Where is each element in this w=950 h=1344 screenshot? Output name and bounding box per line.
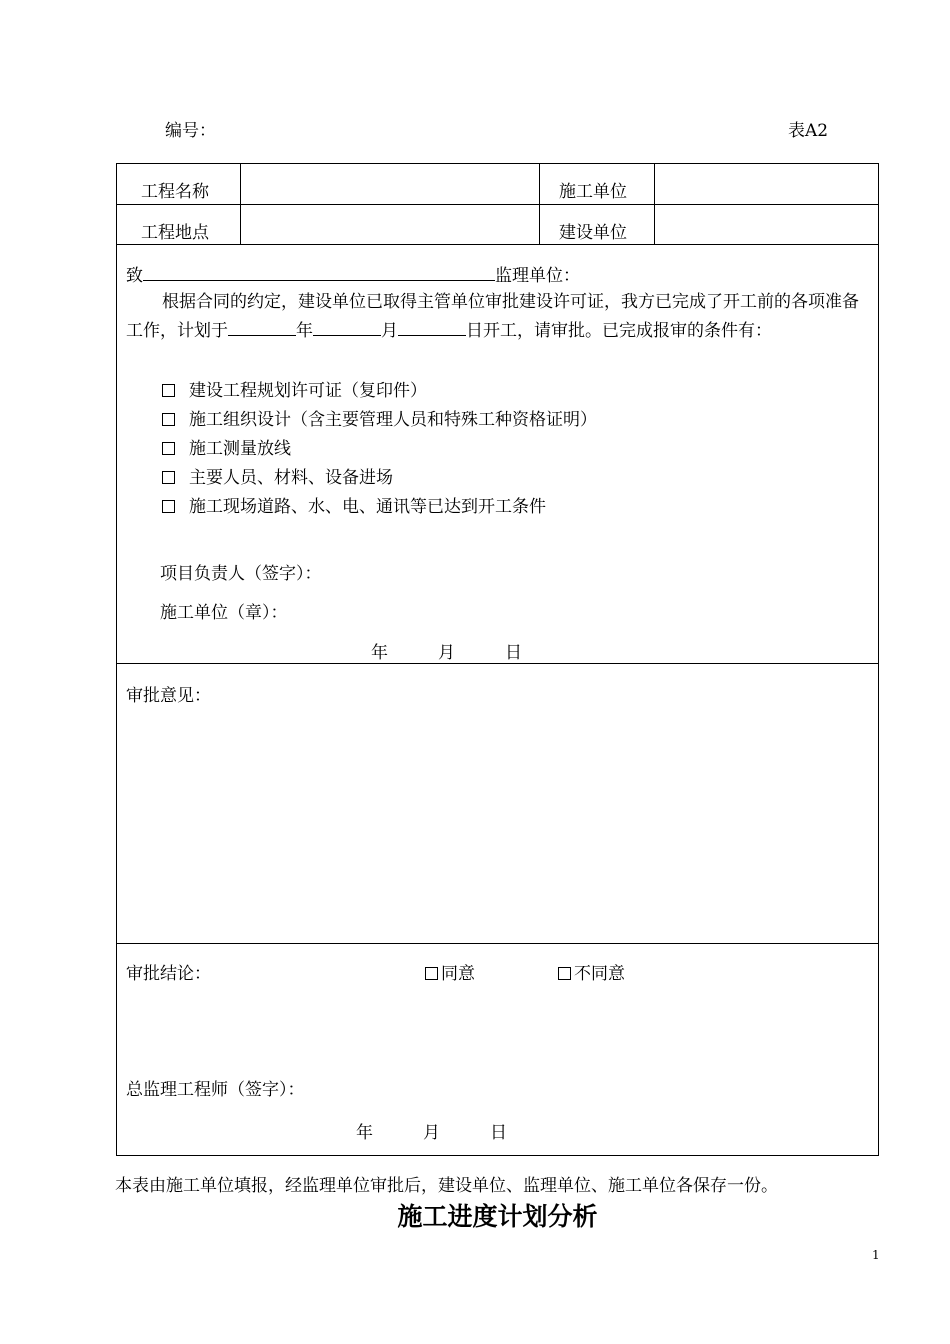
supervisor-label: 监理单位：	[495, 266, 580, 286]
project-leader-signature-label: 项目负责人（签字）：	[160, 564, 322, 584]
checkbox[interactable]	[162, 384, 175, 397]
agree-option[interactable]: 同意	[425, 959, 475, 984]
condition-item: 施工组织设计（含主要管理人员和特殊工种资格证明）	[162, 405, 597, 430]
start-month-field[interactable]	[313, 317, 381, 336]
conclusion-date-month: 月	[423, 1123, 440, 1143]
to-label: 致	[126, 266, 143, 286]
condition-item: 主要人员、材料、设备进场	[162, 463, 393, 488]
condition-item: 施工测量放线	[162, 434, 291, 459]
conclusion-date-year: 年	[356, 1123, 373, 1143]
project-location-label: 工程地点	[141, 223, 209, 243]
conclusion-date-day: 日	[490, 1123, 507, 1143]
contractor-seal-label: 施工单位（章）：	[160, 603, 288, 623]
checkbox[interactable]	[162, 471, 175, 484]
contractor-label: 施工单位	[559, 182, 627, 202]
checkbox[interactable]	[425, 967, 438, 980]
chief-supervisor-signature-label: 总监理工程师（签字）：	[126, 1080, 305, 1100]
checkbox[interactable]	[558, 967, 571, 980]
section-title: 施工进度计划分析	[397, 1202, 598, 1231]
approval-opinion-label: 审批意见：	[126, 686, 211, 706]
approval-opinion-field[interactable]	[117, 705, 878, 942]
supervisor-name-field[interactable]	[143, 262, 495, 281]
approval-conclusion-label: 审批结论：	[126, 964, 211, 984]
date-day: 日	[505, 643, 522, 663]
form-id: 表A2	[788, 121, 829, 141]
checkbox[interactable]	[162, 500, 175, 513]
contractor-field[interactable]	[655, 164, 877, 204]
condition-item: 建设工程规划许可证（复印件）	[162, 376, 427, 401]
page-number: 1	[872, 1248, 880, 1262]
client-field[interactable]	[655, 205, 877, 244]
condition-item: 施工现场道路、水、电、通讯等已达到开工条件	[162, 492, 546, 517]
project-name-label: 工程名称	[141, 182, 209, 202]
date-year: 年	[371, 643, 388, 663]
footer-note: 本表由施工单位填报，经监理单位审批后，建设单位、监理单位、施工单位各保存一份。	[115, 1176, 778, 1196]
start-year-field[interactable]	[228, 317, 296, 336]
date-month: 月	[438, 643, 455, 663]
project-location-field[interactable]	[241, 205, 538, 244]
disagree-option[interactable]: 不同意	[558, 959, 625, 984]
client-label: 建设单位	[559, 223, 627, 243]
serial-number-label: 编号：	[165, 121, 216, 141]
application-body: 根据合同的约定，建设单位已取得主管单位审批建设许可证，我方已完成了开工前的各项准备工作，计划于 年 月 日开工，请审批。已完成报审的条件有：	[126, 292, 859, 341]
start-day-field[interactable]	[398, 317, 466, 336]
checkbox[interactable]	[162, 442, 175, 455]
project-name-field[interactable]	[241, 164, 538, 204]
checkbox[interactable]	[162, 413, 175, 426]
addressee-line	[126, 261, 580, 286]
